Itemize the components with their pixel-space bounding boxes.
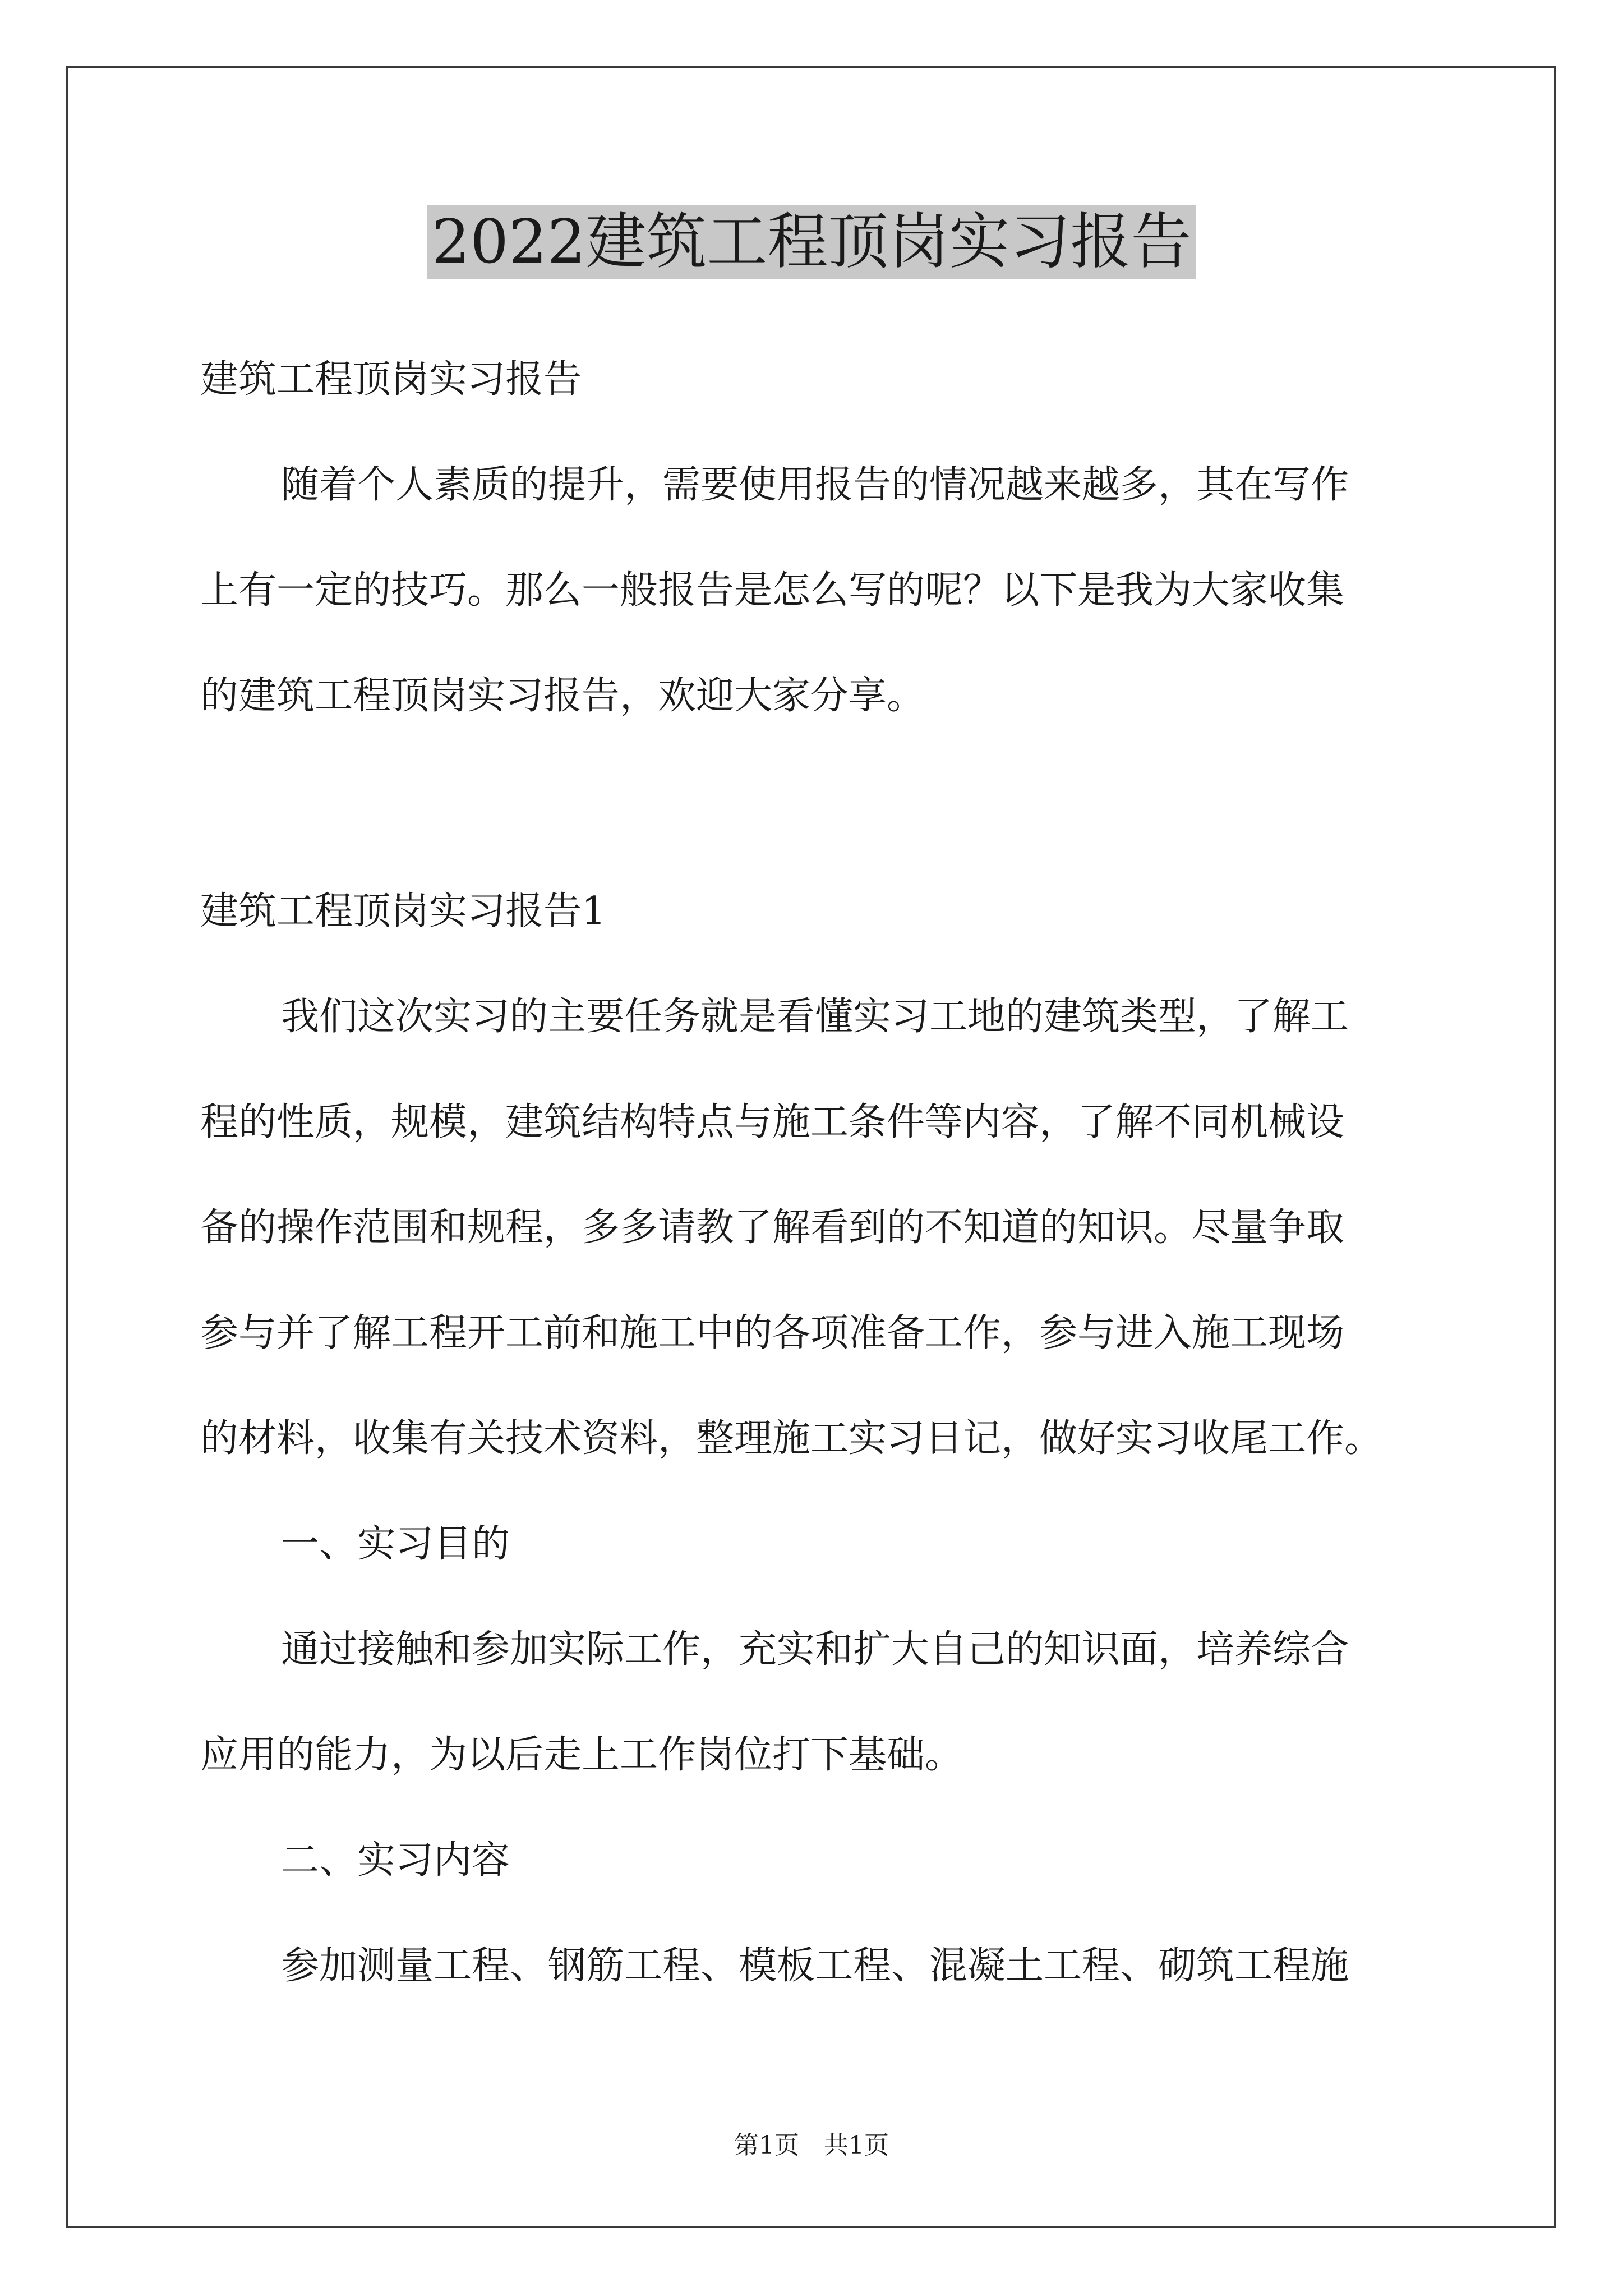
page-footer: 第1页 共1页 — [734, 2131, 889, 2160]
paragraph-line: 通过接触和参加实际工作，充实和扩大自己的知识面，培养综合 — [281, 1627, 1349, 1672]
paragraph-line: 参加测量工程、钢筋工程、模板工程、混凝土工程、砌筑工程施 — [281, 1944, 1349, 1988]
paragraph-line: 上有一定的技巧。那么一般报告是怎么写的呢？以下是我为大家收集 — [200, 568, 1345, 613]
subtitle-line: 建筑工程顶岗实习报告 — [200, 357, 582, 402]
section-heading: 建筑工程顶岗实习报告1 — [200, 889, 606, 933]
paragraph-line: 备的操作范围和规程，多多请教了解看到的不知道的知识。尽量争取 — [200, 1205, 1345, 1250]
document-title: 2022建筑工程顶岗实习报告 — [0, 203, 1623, 282]
paragraph-line: 我们这次实习的主要任务就是看懂实习工地的建筑类型，了解工 — [281, 995, 1349, 1039]
paragraph-line: 应用的能力，为以后走上工作岗位打下基础。 — [200, 1733, 963, 1777]
subheading-line: 二、实习内容 — [281, 1838, 510, 1883]
subheading-line: 一、实习目的 — [281, 1522, 510, 1566]
paragraph-line: 参与并了解工程开工前和施工中的各项准备工作，参与进入施工现场 — [200, 1311, 1345, 1355]
paragraph-line: 随着个人素质的提升，需要使用报告的情况越来越多，其在写作 — [281, 463, 1349, 507]
paragraph-line: 的建筑工程顶岗实习报告，欢迎大家分享。 — [200, 674, 925, 718]
paragraph-line: 的材料，收集有关技术资料，整理施工实习日记，做好实习收尾工作。 — [200, 1416, 1383, 1461]
paragraph-line: 程的性质，规模，建筑结构特点与施工条件等内容，了解不同机械设 — [200, 1100, 1345, 1144]
